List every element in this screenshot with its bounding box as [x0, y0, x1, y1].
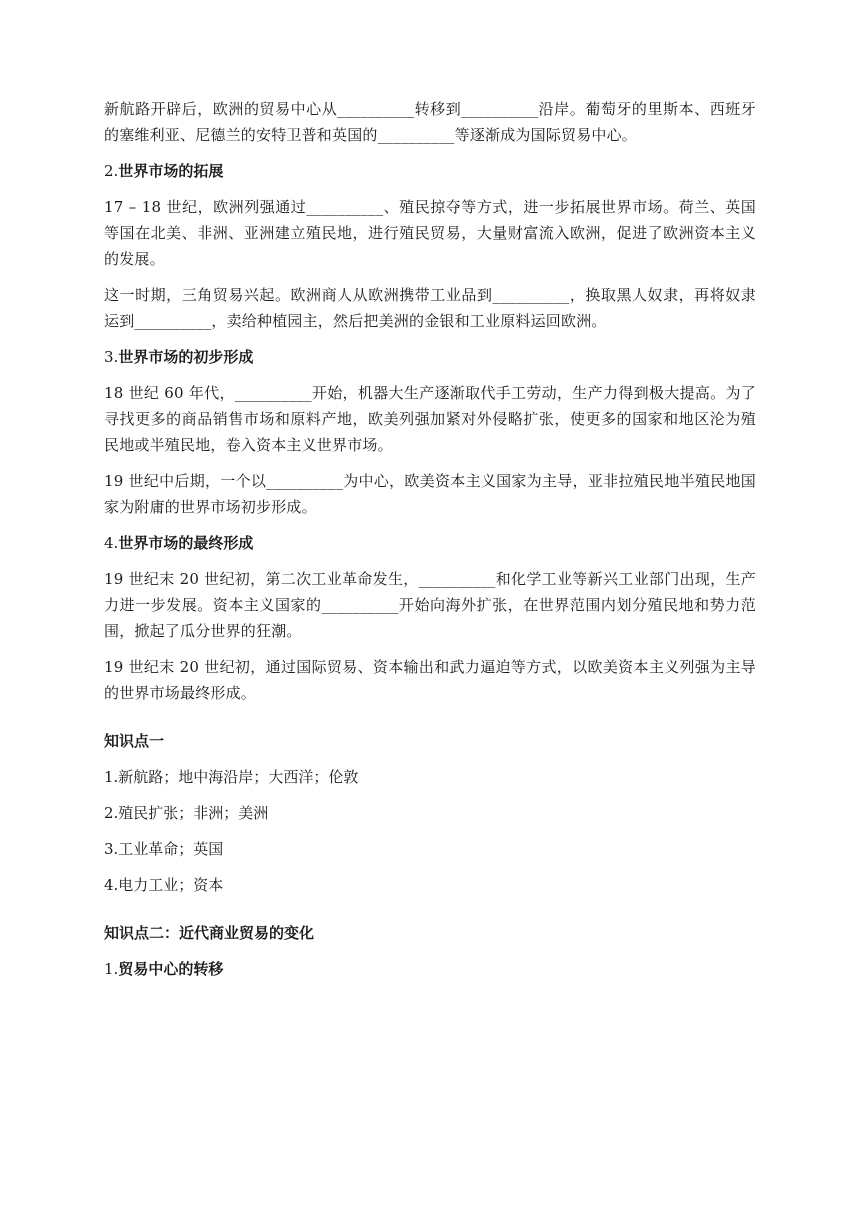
- answers-title: 知识点一: [104, 732, 165, 750]
- heading-title: 世界市场的拓展: [118, 162, 224, 180]
- answer-item: 2.殖民扩张；非洲；美洲: [104, 804, 269, 822]
- paragraph-second-industrial-revolution: 19 世纪末 20 世纪初，第二次工业革命发生，__________和化学工业等新兴工业部门出现，生产力进一步发展。资本主义国家的__________开始向海外扩张，在世界范围内划分殖民地和势力范围，掀起了瓜分世界的狂潮。: [104, 570, 756, 640]
- heading-number: 3.: [104, 348, 119, 366]
- paragraph-triangle-trade: 这一时期，三角贸易兴起。欧洲商人从欧洲携带工业品到__________，换取黑人奴隶，再将奴隶运到__________，卖给种植园主，然后把美洲的金银和工业原料运回欧洲。: [104, 286, 756, 330]
- heading-world-market-expansion: [104, 158, 756, 184]
- next-section-title: 知识点二：近代商业贸易的变化: [104, 924, 315, 942]
- heading-final-formation: [104, 530, 756, 556]
- heading-title: 世界市场的最终形成: [118, 534, 254, 552]
- heading-trade-center-shift: [104, 956, 756, 982]
- paragraph-expansion-1: 17 – 18 世纪，欧洲列强通过__________、殖民掠夺等方式，进一步拓展世界市场。荷兰、英国等国在北美、非洲、亚洲建立殖民地，进行殖民贸易，大量财富流入欧洲，促进了欧洲资本主义的发展。: [104, 198, 756, 268]
- answer-item: 1.新航路；地中海沿岸；大西洋；伦敦: [104, 768, 359, 786]
- paragraph-industrial-revolution: 18 世纪 60 年代，__________开始，机器大生产逐渐取代手工劳动，生产力得到极大提高。为了寻找更多的商品销售市场和原料产地，欧美列强加紧对外侵略扩张，使更多的国家和地区沦为殖民地或半殖民地，卷入资本主义世界市场。: [104, 384, 756, 454]
- heading-number: 2.: [104, 162, 119, 180]
- answer-item: 4.电力工业；资本: [104, 876, 224, 894]
- paragraph-final-formation: 19 世纪末 20 世纪初，通过国际贸易、资本输出和武力逼迫等方式，以欧美资本主义列强为主导的世界市场最终形成。: [104, 658, 756, 702]
- answer-item: 3.工业革命；英国: [104, 840, 224, 858]
- paragraph-initial-formation: 19 世纪中后期，一个以__________为中心，欧美资本主义国家为主导，亚非拉殖民地半殖民地国家为附庸的世界市场初步形成。: [104, 472, 756, 516]
- paragraph-trade-center-shift: 新航路开辟后，欧洲的贸易中心从__________转移到__________沿岸。葡萄牙的里斯本、西班牙的塞维利亚、尼德兰的安特卫普和英国的__________等逐渐成为国际贸易中心。: [104, 100, 756, 144]
- heading-title: 贸易中心的转移: [118, 960, 224, 978]
- heading-initial-formation: [104, 344, 756, 370]
- heading-number: 1.: [104, 960, 119, 978]
- heading-title: 世界市场的初步形成: [118, 348, 254, 366]
- heading-number: 4.: [104, 534, 119, 552]
- document-page: [104, 96, 756, 992]
